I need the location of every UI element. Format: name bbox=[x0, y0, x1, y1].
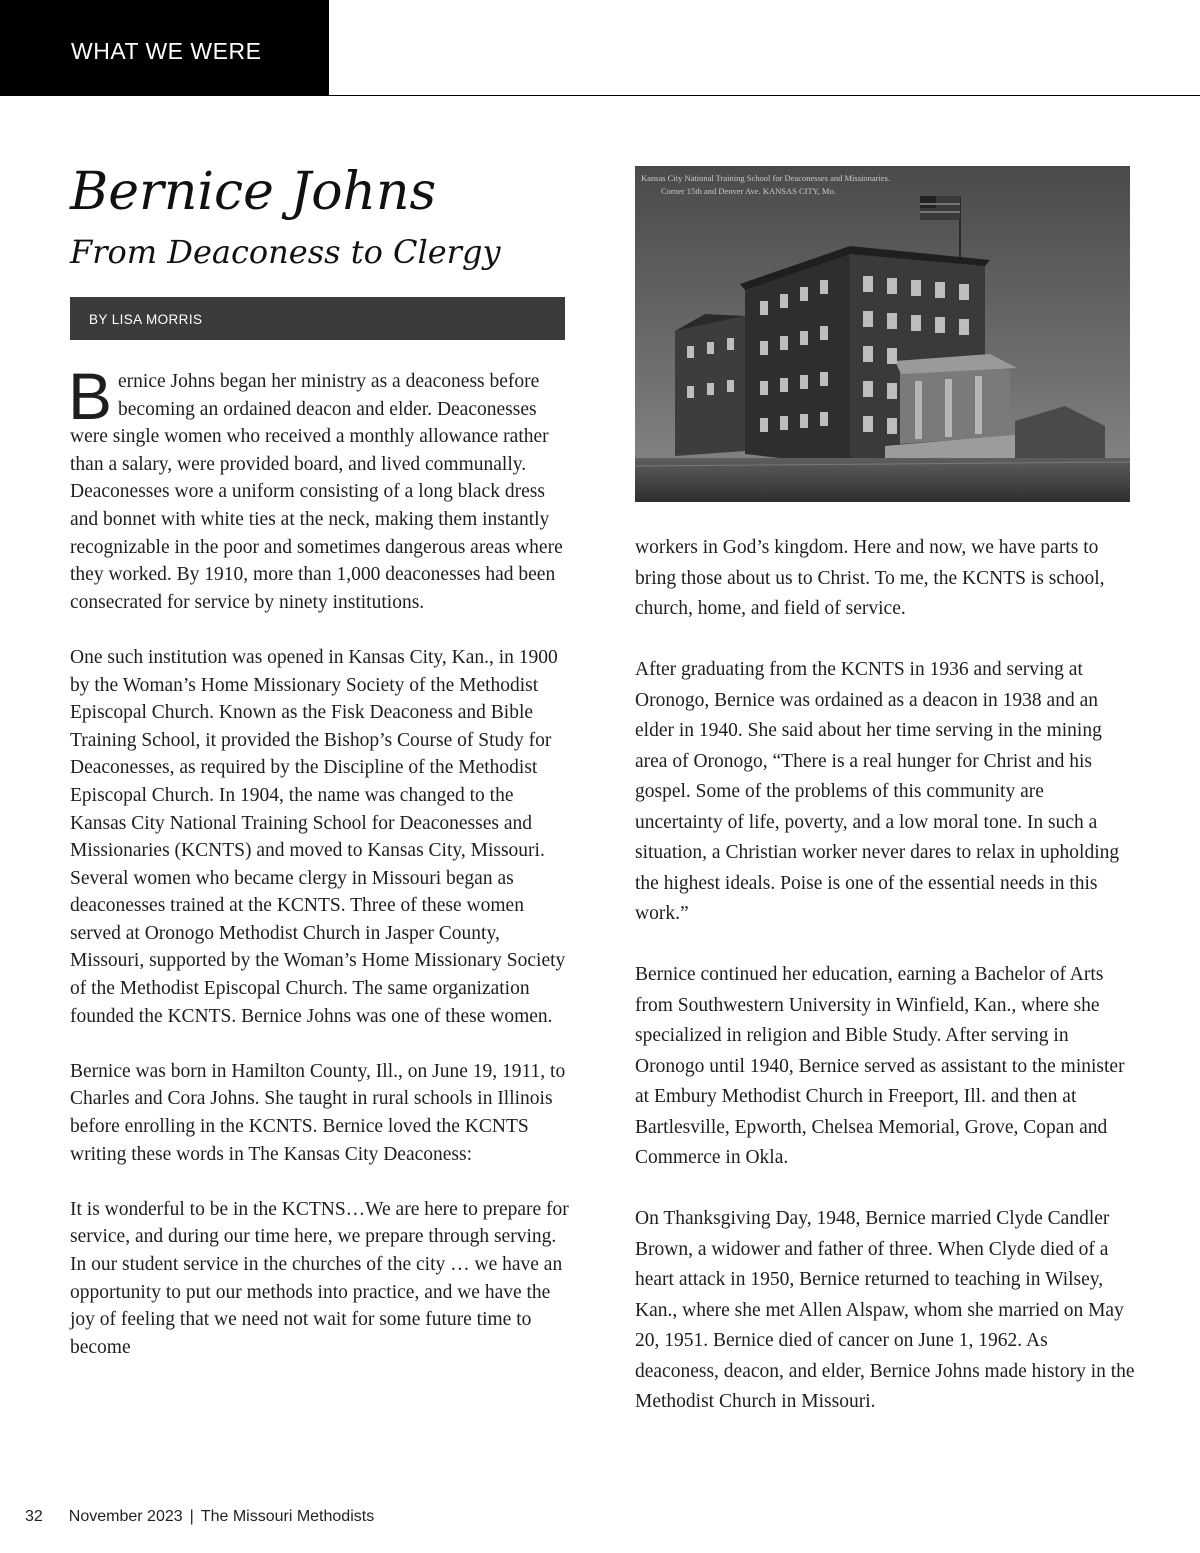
drop-cap: B bbox=[68, 359, 113, 433]
byline: BY LISA MORRIS bbox=[70, 297, 565, 340]
publication-name: The Missouri Methodists bbox=[200, 1508, 375, 1525]
paragraph: After graduating from the KCNTS in 1936 and serving at Oronogo, Bernice was ordained as a deacon in 1938 and an elder in 1940. She said about her time serving in the mining area of Oronogo, “There is a real hunger for Christ and his gospel. Some of the problems of this community are uncertainty of life, poverty, and a low moral tone. In such a situation, a Christian worker never dares to relax in upholding the highest ideals. Poise is one of the essential needs in this work.” bbox=[635, 659, 1120, 924]
section-label: WHAT WE WERE bbox=[0, 0, 329, 96]
left-column bbox=[68, 359, 570, 1389]
quote-paragraph: It is wonderful to be in the KCTNS…We are here to prepare for service, and during our time here, we prepare through serving. In our student service in the churches of the city … we have an opportunity to put our methods into practice, and we have the joy of feeling that we need not wait for some future time to become bbox=[70, 1198, 569, 1358]
building-illustration bbox=[635, 166, 1130, 502]
page-footer bbox=[25, 1508, 374, 1526]
paragraph: One such institution was opened in Kansas City, Kan., in 1900 by the Woman’s Home Missionary Society of the Methodist Episcopal Church. Known as the Fisk Deaconess and Bible Training School, it provided the Bishop’s Course of Study for Deaconesses, as required by the Discipline of the Methodist Episcopal Church. In 1904, the name was changed to the Kansas City National Training School for Deaconesses and Missionaries (KCNTS) and moved to Kansas City, Missouri. Several women who became clergy in Missouri began as deaconesses trained at the KCNTS. Three of these women served at Oronogo Methodist Church in Jasper County, Missouri, supported by the Woman’s Home Missionary Society of the Methodist Episcopal Church. The same organization founded the KCNTS. Bernice Johns was one of these women. bbox=[70, 646, 566, 1027]
page-number: 32 bbox=[25, 1508, 43, 1525]
article-title: Bernice Johns bbox=[70, 162, 437, 222]
paragraph: Bernice continued her education, earning a Bachelor of Arts from Southwestern University in Winfield, Kan., where she specialized in religion and Bible Study. After serving in Oronogo until 1940, Bernice served as assistant to the minister at Embury Methodist Church in Freeport, Ill. and then at Bartlesville, Epworth, Chelsea Memorial, Grove, Copan and Commerce in Okla. bbox=[635, 964, 1125, 1168]
photo-caption-line2: Corner 15th and Denver Ave. KANSAS CITY, Mo. bbox=[661, 186, 836, 196]
photo-caption-line1: Kansas City National Training School for Deaconesses and Missionaries. bbox=[641, 173, 891, 183]
paragraph: workers in God’s kingdom. Here and now, we have parts to bring those about us to Christ. To me, the KCNTS is school, church, home, and field of service. bbox=[635, 537, 1105, 619]
article-subtitle: From Deaconess to Clergy bbox=[70, 233, 501, 271]
historic-building-photo bbox=[635, 166, 1130, 502]
header-rule bbox=[329, 95, 1200, 96]
paragraph: Bernice was born in Hamilton County, Ill., on June 19, 1911, to Charles and Cora Johns. She taught in rural schools in Illinois before enrolling in the KCNTS. Bernice loved the KCNTS writing these words in The Kansas City Deaconess: bbox=[70, 1060, 566, 1165]
paragraph-text: ernice Johns began her ministry as a deaconess before becoming an ordained deacon and elder. Deaconesses were single women who received a monthly allowance rather than a salary, were provided board, and lived communally. Deaconesses wore a uniform consisting of a long black dress and bonnet with white ties at the neck, making them instantly recognizable in the poor and sometimes dangerous areas where they worked. By 1910, more than 1,000 deaconesses had been consecrated for service by ninety institutions. bbox=[70, 371, 563, 613]
issue-date: November 2023 bbox=[68, 1508, 183, 1525]
footer-separator: | bbox=[189, 1508, 194, 1525]
right-column bbox=[635, 533, 1135, 1448]
paragraph bbox=[68, 359, 570, 616]
paragraph: On Thanksgiving Day, 1948, Bernice married Clyde Candler Brown, a widower and father of three. When Clyde died of a heart attack in 1950, Bernice returned to teaching in Wilsey, Kan., where she met Allen Alspaw, whom she married on May 20, 1951. Bernice died of cancer on June 1, 1962. As deaconess, deacon, and elder, Bernice Johns made history in the Methodist Church in Missouri. bbox=[635, 1208, 1135, 1412]
